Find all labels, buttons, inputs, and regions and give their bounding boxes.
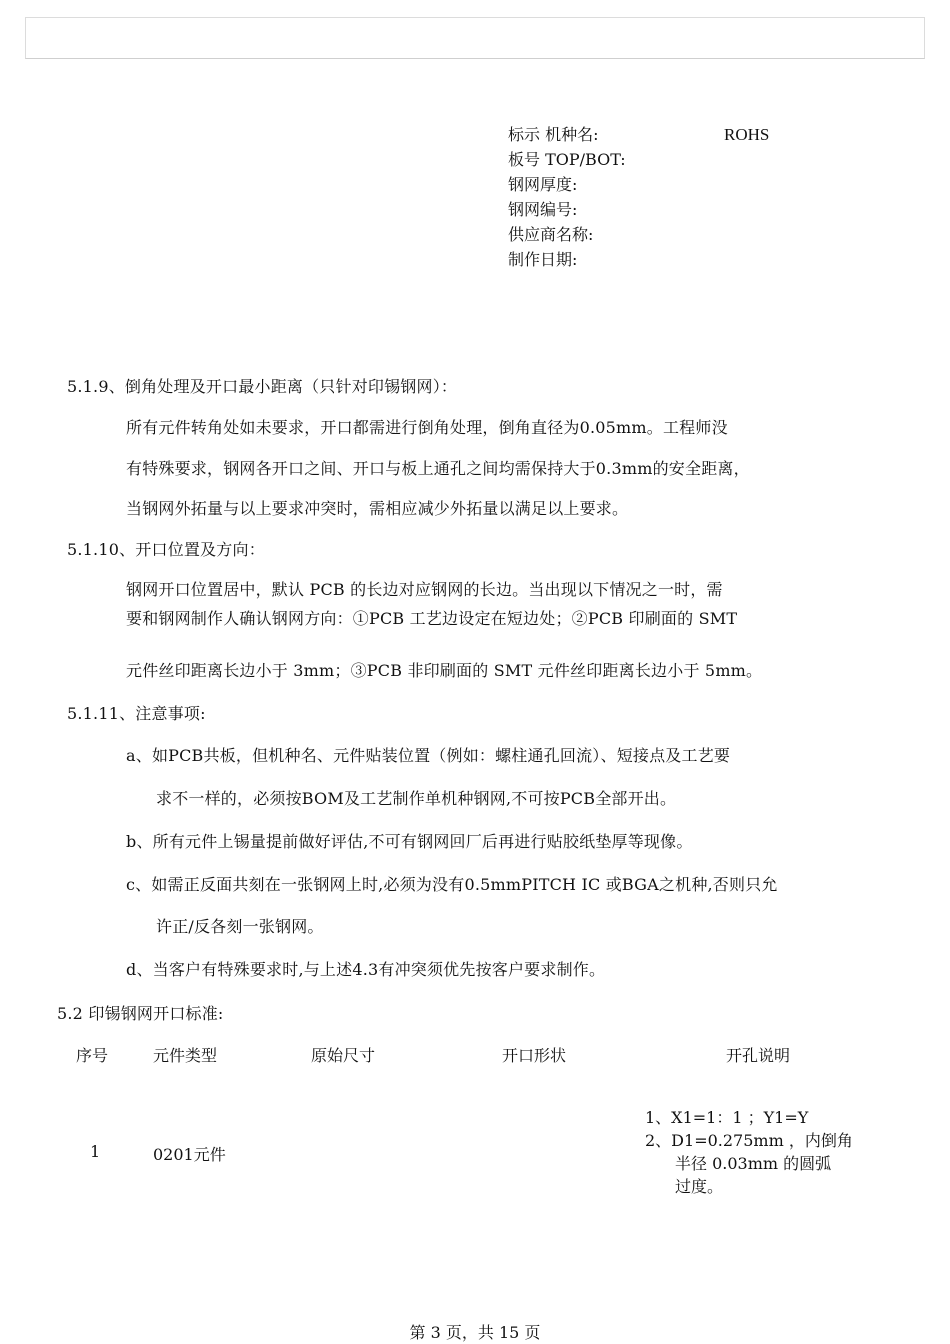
page-header-frame: [25, 17, 925, 59]
label-stencil-number: 钢网编号:: [508, 200, 578, 219]
section-heading-5-1-11: 5.1.11、注意事项:: [67, 704, 206, 723]
list-item: d、当客户有特殊要求时,与上述4.3有冲突须优先按客户要求制作。: [126, 960, 606, 979]
list-item-continuation: 许正/反各刻一张钢网。: [156, 917, 324, 936]
list-item-continuation: 求不一样的，必须按BOM及工艺制作单机种钢网,不可按PCB全部开出。: [156, 789, 677, 808]
table-cell-note-line: 2、D1=0.275mm ，内倒角: [645, 1131, 853, 1150]
paragraph-line: 元件丝印距离长边小于 3mm；③PCB 非印刷面的 SMT 元件丝印距离长边小于 5mm。: [126, 661, 763, 680]
rohs-mark: ROHS: [724, 125, 770, 144]
label-board-side: 板号 TOP/BOT:: [508, 150, 626, 169]
table-header-no: 序号: [76, 1046, 109, 1065]
label-supplier-name: 供应商名称:: [508, 225, 594, 244]
label-stencil-thickness: 钢网厚度:: [508, 175, 578, 194]
stencil-label-block: [508, 122, 626, 272]
page-footer: 第 3 页，共 15 页: [409, 1323, 541, 1342]
paragraph-line: 有特殊要求，钢网各开口之间、开口与板上通孔之间均需保持大于0.3mm的安全距离，: [126, 459, 750, 478]
table-cell-note-line: 1、X1=1：1 ；Y1=Y: [645, 1108, 809, 1127]
list-item: c、如需正反面共刻在一张钢网上时,必须为没有0.5mmPITCH IC 或BGA之机种,否则只允: [126, 875, 778, 894]
paragraph-line: 当钢网外拓量与以上要求冲突时，需相应减少外拓量以满足以上要求。: [126, 499, 629, 518]
table-header-original-size: 原始尺寸: [311, 1046, 376, 1065]
label-production-date: 制作日期:: [508, 250, 578, 269]
table-cell-type: 0201元件: [153, 1145, 226, 1164]
table-header-type: 元件类型: [153, 1046, 218, 1065]
table-cell-no: 1: [90, 1142, 101, 1161]
table-header-notes: 开孔说明: [726, 1046, 791, 1065]
label-model-name: 标示 机种名:: [508, 125, 599, 144]
table-header-shape: 开口形状: [502, 1046, 567, 1065]
section-heading-5-1-9: 5.1.9、倒角处理及开口最小距离（只针对印锡钢网）：: [67, 377, 458, 396]
list-item: b、所有元件上锡量提前做好评估,不可有钢网回厂后再进行贴胶纸垫厚等现像。: [126, 832, 693, 851]
section-heading-5-1-10: 5.1.10、开口位置及方向：: [67, 540, 265, 559]
table-cell-note-line: 过度。: [675, 1177, 724, 1196]
table-cell-note-line: 半径 0.03mm 的圆弧: [675, 1154, 832, 1173]
section-heading-5-2: 5.2 印锡钢网开口标准:: [57, 1004, 224, 1023]
paragraph-line: 要和钢网制作人确认钢网方向：①PCB 工艺边设定在短边处；②PCB 印刷面的 SMT: [126, 609, 738, 628]
paragraph-line: 钢网开口位置居中，默认 PCB 的长边对应钢网的长边。当出现以下情况之一时，需: [126, 580, 723, 599]
list-item: a、如PCB共板，但机种名、元件贴装位置（例如：螺柱通孔回流）、短接点及工艺要: [126, 746, 731, 765]
paragraph-line: 所有元件转角处如未要求，开口都需进行倒角处理，倒角直径为0.05mm。工程师没: [126, 418, 728, 437]
